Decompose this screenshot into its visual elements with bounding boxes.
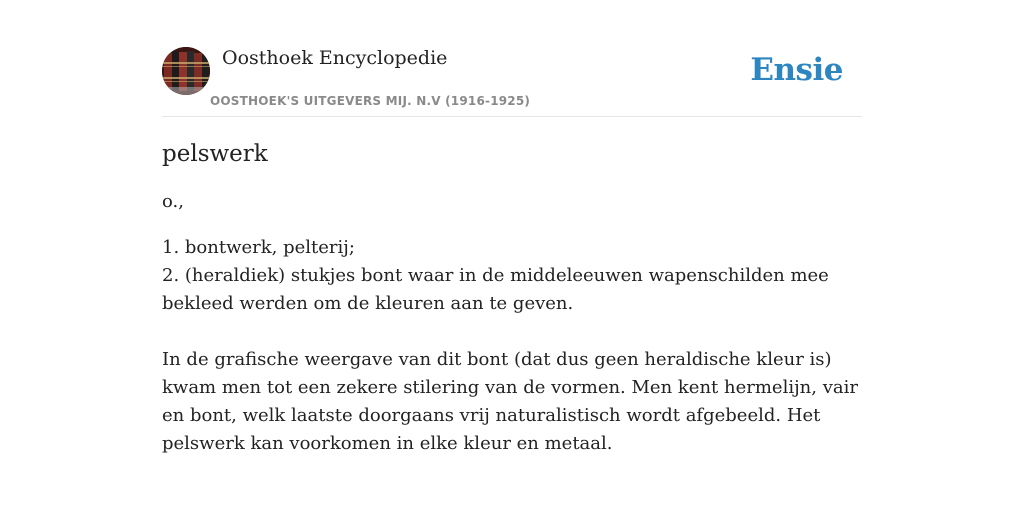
book-spines-icon xyxy=(162,47,210,95)
source-avatar[interactable] xyxy=(162,47,210,95)
source-header xyxy=(162,46,862,117)
definition-1: 1. bontwerk, pelterij; xyxy=(162,237,355,258)
entry-paragraph: In de grafische weergave van dit bont (dat dus geen heraldische kleur is) kwam men tot een zekere stilering van de vormen. Men kent hermelijn, vair en bont, welk laatste doorgaans vrij naturalistisch wordt afgebeeld. Het pelswerk kan voorkomen in elke kleur en metaal. xyxy=(162,349,858,454)
entry-grammar: o., xyxy=(162,191,184,212)
entry-content xyxy=(162,138,862,458)
source-subtitle: OOSTHOEK'S UITGEVERS MIJ. N.V (1916-1925) xyxy=(210,94,531,108)
ensie-logo[interactable]: Ensie xyxy=(750,52,843,88)
entry-headword: pelswerk xyxy=(162,141,268,167)
definition-2: 2. (heraldiek) stukjes bont waar in de middeleeuwen wapenschilden mee bekleed werden om de kleuren aan te geven. xyxy=(162,265,829,314)
source-title[interactable]: Oosthoek Encyclopedie xyxy=(222,47,448,69)
